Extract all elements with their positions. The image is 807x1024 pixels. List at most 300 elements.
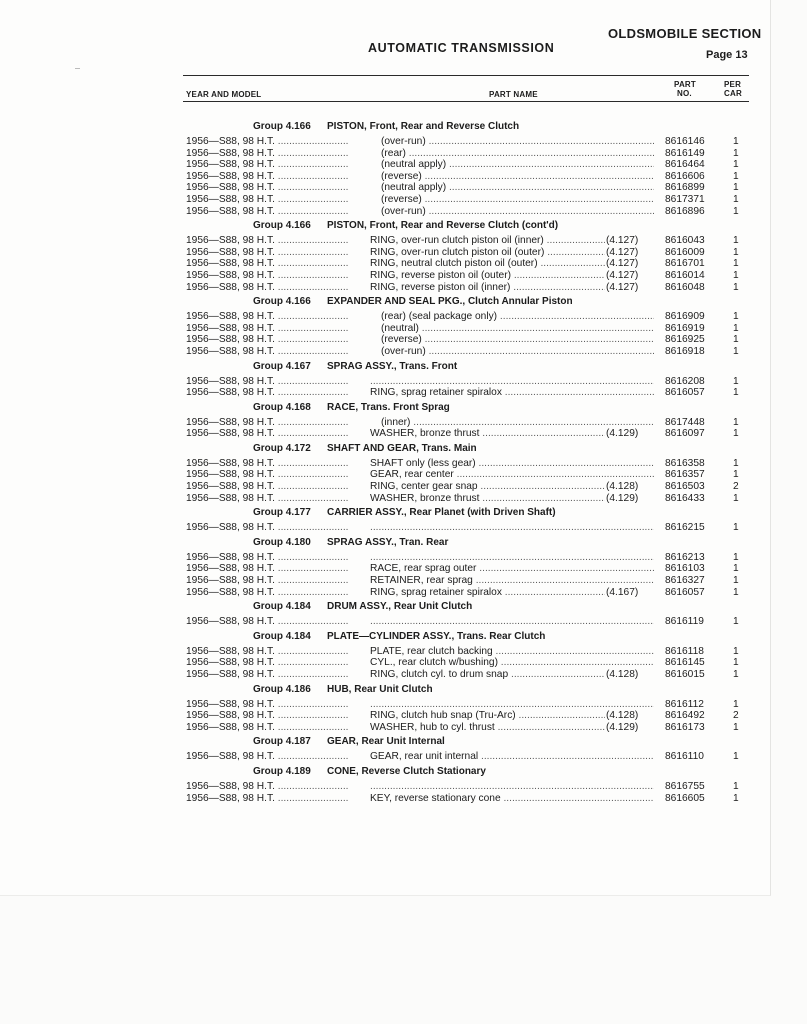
part-number: 8616925 — [665, 334, 705, 346]
year-model-text: 1956—S88, 98 H.T. — [186, 586, 275, 598]
year-model-text: 1956—S88, 98 H.T. — [186, 334, 275, 346]
year-model — [186, 182, 349, 193]
group-header — [0, 763, 807, 781]
year-model-text: 1956—S88, 98 H.T. — [186, 751, 275, 763]
part-name-text: WASHER, bronze thrust — [370, 428, 480, 440]
per-car-qty: 1 — [733, 669, 739, 680]
group-title: PISTON, Front, Rear and Reverse Clutch — [327, 121, 520, 132]
year-model-text: 1956—S88, 98 H.T. — [186, 492, 275, 504]
part-name — [381, 417, 654, 428]
per-car-qty: 1 — [733, 147, 739, 159]
group-header — [0, 118, 807, 136]
part-name — [381, 171, 654, 182]
part-name — [370, 270, 605, 281]
group-number: Group 4.184 — [253, 630, 311, 642]
part-number: 8616357 — [665, 469, 705, 481]
part-row — [0, 493, 807, 505]
part-name — [381, 148, 654, 159]
part-name-text: (neutral apply) — [381, 159, 447, 171]
part-number: 8616433 — [665, 492, 705, 504]
part-name-text: RING, sprag retainer spiralox — [370, 387, 502, 399]
year-model-text: 1956—S88, 98 H.T. — [186, 575, 275, 587]
year-model — [186, 616, 349, 627]
per-car-qty: 1 — [733, 616, 739, 628]
year-model-text: 1956—S88, 98 H.T. — [186, 311, 275, 323]
part-row — [0, 458, 807, 470]
part-name — [381, 323, 654, 334]
year-model-text: 1956—S88, 98 H.T. — [186, 159, 275, 171]
group-number: Group 4.186 — [253, 683, 311, 695]
part-row — [0, 646, 807, 658]
year-model — [186, 136, 349, 147]
year-model — [186, 751, 349, 762]
part-row — [0, 159, 807, 171]
year-model-text: 1956—S88, 98 H.T. — [186, 281, 275, 293]
page-number: Page 13 — [706, 49, 748, 61]
part-name — [370, 751, 654, 762]
year-model-text: 1956—S88, 98 H.T. — [186, 258, 275, 270]
year-model — [186, 206, 349, 217]
part-name-text: WASHER, hub to cyl. thrust — [370, 721, 495, 733]
part-name-text: RING, sprag retainer spiralox — [370, 586, 502, 598]
year-model-text: 1956—S88, 98 H.T. — [186, 657, 275, 669]
part-row — [0, 258, 807, 270]
part-row — [0, 616, 807, 628]
group-title: CONE, Reverse Clutch Stationary — [327, 765, 486, 777]
per-car-qty: 1 — [733, 193, 739, 205]
year-model-text: 1956—S88, 98 H.T. — [186, 182, 275, 194]
part-row — [0, 282, 807, 294]
part-number: 8616118 — [665, 645, 704, 657]
year-model-text: 1956—S88, 98 H.T. — [186, 246, 275, 258]
group-header — [0, 598, 807, 616]
year-model — [186, 669, 349, 680]
year-model — [186, 376, 349, 387]
group-header — [0, 293, 807, 311]
part-number: 8616097 — [665, 428, 705, 440]
part-row — [0, 552, 807, 564]
per-car-qty: 1 — [733, 281, 739, 293]
group-number: Group 4.187 — [253, 736, 311, 748]
part-name — [381, 159, 654, 170]
per-car-qty: 1 — [733, 721, 739, 733]
group-header — [0, 504, 807, 522]
part-row — [0, 387, 807, 399]
part-name — [381, 311, 654, 322]
part-number: 8616057 — [665, 387, 705, 399]
part-row — [0, 669, 807, 681]
group-title: EXPANDER AND SEAL PKG., Clutch Annular Piston — [327, 296, 573, 308]
year-model — [186, 481, 349, 492]
part-row — [0, 311, 807, 323]
year-model-text: 1956—S88, 98 H.T. — [186, 792, 275, 804]
year-model-text: 1956—S88, 98 H.T. — [186, 428, 275, 440]
part-name — [370, 235, 605, 246]
part-name-text: RACE, rear sprag outer — [370, 563, 477, 575]
per-car-qty: 1 — [733, 551, 739, 563]
part-number: 8616755 — [665, 780, 705, 792]
header-rule-bottom — [183, 101, 749, 102]
year-model — [186, 270, 349, 281]
part-number: 8616896 — [665, 205, 705, 217]
per-car-qty: 2 — [733, 710, 739, 722]
group-number: Group 4.168 — [253, 401, 311, 413]
part-name — [370, 376, 654, 387]
group-number: Group 4.167 — [253, 360, 311, 372]
year-model — [186, 587, 349, 598]
part-name-text: (rear) (seal package only) — [381, 311, 498, 323]
year-model-text: 1956—S88, 98 H.T. — [186, 616, 275, 628]
per-car-qty: 1 — [733, 657, 739, 669]
part-name — [370, 247, 605, 258]
part-name — [381, 136, 654, 147]
part-row — [0, 171, 807, 183]
part-number: 8616605 — [665, 792, 705, 804]
group-reference: (4.128) — [606, 710, 639, 722]
part-name — [381, 334, 654, 345]
year-model — [186, 311, 349, 322]
header-rule-top — [183, 75, 749, 76]
group-number: Group 4.189 — [253, 765, 311, 777]
per-car-qty: 1 — [733, 698, 739, 710]
per-car-qty: 1 — [733, 205, 739, 217]
part-row — [0, 781, 807, 793]
year-model-text: 1956—S88, 98 H.T. — [186, 522, 275, 534]
part-name-text: KEY, reverse stationary cone — [370, 792, 501, 804]
year-model-text: 1956—S88, 98 H.T. — [186, 205, 275, 217]
year-model-text: 1956—S88, 98 H.T. — [186, 469, 275, 481]
year-model — [186, 522, 349, 533]
per-car-qty: 1 — [733, 428, 739, 440]
part-name — [370, 575, 654, 586]
per-car-qty: 1 — [733, 159, 739, 171]
part-name-text: GEAR, rear unit internal — [370, 751, 479, 763]
part-number: 8616057 — [665, 586, 705, 598]
per-car-qty: 1 — [733, 522, 739, 534]
part-row — [0, 751, 807, 763]
part-name-text: RING, reverse piston oil (outer) — [370, 269, 511, 281]
part-number: 8616173 — [665, 721, 705, 733]
part-name-text: PLATE, rear clutch backing — [370, 645, 493, 657]
part-number: 8616215 — [665, 522, 705, 534]
col-per-car-1: PER — [724, 80, 742, 89]
year-model — [186, 258, 349, 269]
per-car-qty: 1 — [733, 345, 739, 357]
part-row — [0, 522, 807, 534]
group-reference: (4.129) — [606, 492, 639, 504]
part-number: 8616043 — [665, 235, 705, 247]
part-row — [0, 469, 807, 481]
year-model — [186, 699, 349, 710]
group-reference: (4.167) — [606, 586, 639, 598]
per-car-qty: 1 — [733, 645, 739, 657]
group-title: PLATE—CYLINDER ASSY., Trans. Rear Clutch — [327, 630, 546, 642]
part-name-text: WASHER, bronze thrust — [370, 492, 480, 504]
year-model-text: 1956—S88, 98 H.T. — [186, 698, 275, 710]
part-name — [370, 669, 605, 680]
part-row — [0, 235, 807, 247]
part-row — [0, 270, 807, 282]
year-model — [186, 282, 349, 293]
part-name — [370, 387, 654, 398]
part-number: 8616919 — [665, 322, 705, 334]
year-model-text: 1956—S88, 98 H.T. — [186, 416, 275, 428]
part-row — [0, 376, 807, 388]
part-row — [0, 710, 807, 722]
per-car-qty: 1 — [733, 457, 739, 469]
part-name — [370, 282, 605, 293]
part-name-text: (rear) — [381, 147, 406, 159]
part-name — [370, 616, 654, 627]
year-model — [186, 493, 349, 504]
document-title: AUTOMATIC TRANSMISSION — [368, 41, 555, 55]
group-number: Group 4.166 — [253, 296, 311, 308]
per-car-qty: 1 — [733, 235, 739, 247]
part-row — [0, 587, 807, 599]
part-number: 8616145 — [665, 657, 705, 669]
group-reference: (4.129) — [606, 721, 639, 733]
part-number: 8616327 — [665, 575, 705, 587]
year-model-text: 1956—S88, 98 H.T. — [186, 645, 275, 657]
part-number: 8616048 — [665, 281, 705, 293]
part-row — [0, 148, 807, 160]
group-header — [0, 217, 807, 235]
part-number: 8616464 — [665, 159, 705, 171]
group-header — [0, 681, 807, 699]
per-car-qty: 1 — [733, 258, 739, 270]
part-name — [370, 722, 605, 733]
part-number: 8616918 — [665, 345, 705, 357]
part-name-text: RING, center gear snap — [370, 481, 478, 493]
part-name-text: (over-run) — [381, 345, 426, 357]
per-car-qty: 1 — [733, 182, 739, 194]
part-name-text: CYL., rear clutch w/bushing) — [370, 657, 498, 669]
part-number: 8616492 — [665, 710, 705, 722]
group-title: SHAFT AND GEAR, Trans. Main — [327, 442, 477, 454]
part-name-text: (over-run) — [381, 136, 426, 147]
part-row — [0, 481, 807, 493]
year-model-text: 1956—S88, 98 H.T. — [186, 563, 275, 575]
group-reference: (4.128) — [606, 669, 639, 680]
part-name — [381, 206, 654, 217]
part-number: 8616899 — [665, 182, 705, 194]
per-car-qty: 1 — [733, 563, 739, 575]
col-part-no-2: NO. — [677, 89, 692, 98]
per-car-qty: 1 — [733, 375, 739, 387]
group-reference: (4.127) — [606, 258, 639, 270]
part-row — [0, 657, 807, 669]
year-model — [186, 194, 349, 205]
year-model-text: 1956—S88, 98 H.T. — [186, 721, 275, 733]
col-part-no-1: PART — [674, 80, 696, 89]
part-name — [370, 699, 654, 710]
col-per-car-2: CAR — [724, 89, 742, 98]
scan-mark — [75, 68, 80, 69]
part-name-text: (over-run) — [381, 205, 426, 217]
year-model — [186, 458, 349, 469]
group-title: CARRIER ASSY., Rear Planet (with Driven Shaft) — [327, 507, 556, 519]
year-model-text: 1956—S88, 98 H.T. — [186, 481, 275, 493]
part-number: 8616701 — [665, 258, 705, 270]
part-number: 8616009 — [665, 246, 705, 258]
year-model — [186, 334, 349, 345]
part-name — [370, 587, 605, 598]
group-reference: (4.127) — [606, 281, 639, 293]
per-car-qty: 1 — [733, 269, 739, 281]
part-name-text: (reverse) — [381, 170, 422, 182]
part-number: 8617448 — [665, 416, 705, 428]
parts-list — [0, 118, 807, 804]
part-name — [370, 258, 605, 269]
per-car-qty: 1 — [733, 334, 739, 346]
part-name-text: RETAINER, rear sprag — [370, 575, 473, 587]
part-name — [370, 481, 605, 492]
part-number: 8616015 — [665, 669, 705, 680]
group-header — [0, 733, 807, 751]
year-model — [186, 722, 349, 733]
year-model-text: 1956—S88, 98 H.T. — [186, 322, 275, 334]
per-car-qty: 1 — [733, 136, 739, 147]
part-name-text: RING, reverse piston oil (inner) — [370, 281, 511, 293]
part-number: 8616503 — [665, 481, 705, 493]
per-car-qty: 2 — [733, 481, 739, 493]
year-model-text: 1956—S88, 98 H.T. — [186, 457, 275, 469]
part-row — [0, 563, 807, 575]
group-header — [0, 628, 807, 646]
part-row — [0, 346, 807, 358]
year-model — [186, 646, 349, 657]
year-model-text: 1956—S88, 98 H.T. — [186, 669, 275, 680]
part-row — [0, 793, 807, 805]
group-title: SPRAG ASSY., Trans. Front — [327, 360, 458, 372]
part-row — [0, 247, 807, 259]
year-model — [186, 563, 349, 574]
year-model — [186, 793, 349, 804]
col-part-name: PART NAME — [489, 90, 538, 99]
year-model-text: 1956—S88, 98 H.T. — [186, 387, 275, 399]
part-number: 8617371 — [665, 193, 705, 205]
part-number: 8616606 — [665, 170, 705, 182]
part-name-text: (reverse) — [381, 193, 422, 205]
part-name — [370, 793, 654, 804]
year-model — [186, 575, 349, 586]
group-title: DRUM ASSY., Rear Unit Clutch — [327, 601, 473, 613]
group-header — [0, 534, 807, 552]
year-model-text: 1956—S88, 98 H.T. — [186, 147, 275, 159]
group-reference: (4.128) — [606, 481, 639, 493]
part-row — [0, 417, 807, 429]
part-name — [370, 458, 654, 469]
per-car-qty: 1 — [733, 416, 739, 428]
year-model-text: 1956—S88, 98 H.T. — [186, 193, 275, 205]
year-model — [186, 346, 349, 357]
part-row — [0, 334, 807, 346]
year-model — [186, 387, 349, 398]
part-name — [370, 552, 654, 563]
part-name-text: RING, clutch hub snap (Tru-Arc) — [370, 710, 516, 722]
year-model-text: 1956—S88, 98 H.T. — [186, 375, 275, 387]
part-name-text: RING, over-run clutch piston oil (inner) — [370, 235, 544, 247]
year-model-text: 1956—S88, 98 H.T. — [186, 269, 275, 281]
year-model — [186, 710, 349, 721]
year-model — [186, 171, 349, 182]
part-name — [381, 346, 654, 357]
part-row — [0, 323, 807, 335]
group-header — [0, 399, 807, 417]
part-name — [370, 469, 654, 480]
part-row — [0, 194, 807, 206]
group-title: GEAR, Rear Unit Internal — [327, 736, 445, 748]
part-row — [0, 206, 807, 218]
group-number: Group 4.172 — [253, 442, 311, 454]
year-model — [186, 159, 349, 170]
group-header — [0, 440, 807, 458]
part-name — [370, 646, 654, 657]
part-name-text: RING, neutral clutch piston oil (outer) — [370, 258, 538, 270]
part-name-text: (reverse) — [381, 334, 422, 346]
per-car-qty: 1 — [733, 751, 739, 763]
per-car-qty: 1 — [733, 780, 739, 792]
part-name-text: GEAR, rear center — [370, 469, 454, 481]
year-model-text: 1956—S88, 98 H.T. — [186, 551, 275, 563]
part-number: 8616103 — [665, 563, 705, 575]
year-model — [186, 417, 349, 428]
year-model — [186, 323, 349, 334]
part-row — [0, 182, 807, 194]
part-number: 8616112 — [665, 698, 704, 710]
part-name — [381, 194, 654, 205]
year-model — [186, 552, 349, 563]
group-number: Group 4.166 — [253, 220, 311, 232]
group-reference: (4.127) — [606, 235, 639, 247]
part-number: 8616110 — [665, 751, 704, 763]
part-name-text: RING, clutch cyl. to drum snap — [370, 669, 509, 680]
group-header — [0, 358, 807, 376]
year-model-text: 1956—S88, 98 H.T. — [186, 710, 275, 722]
part-number: 8616149 — [665, 147, 705, 159]
year-model — [186, 781, 349, 792]
part-number: 8616213 — [665, 551, 705, 563]
year-model — [186, 469, 349, 480]
year-model-text: 1956—S88, 98 H.T. — [186, 235, 275, 247]
year-model — [186, 148, 349, 159]
per-car-qty: 1 — [733, 575, 739, 587]
group-title: SPRAG ASSY., Tran. Rear — [327, 536, 449, 548]
part-number: 8616909 — [665, 311, 705, 323]
col-year-model: YEAR AND MODEL — [186, 90, 262, 99]
part-row — [0, 699, 807, 711]
per-car-qty: 1 — [733, 246, 739, 258]
year-model — [186, 247, 349, 258]
part-row — [0, 136, 807, 148]
part-name-text: (neutral) — [381, 322, 419, 334]
section-title: OLDSMOBILE SECTION — [608, 26, 762, 41]
part-row — [0, 428, 807, 440]
part-name — [370, 428, 605, 439]
year-model — [186, 235, 349, 246]
per-car-qty: 1 — [733, 469, 739, 481]
part-name-text: (inner) — [381, 416, 411, 428]
group-title: HUB, Rear Unit Clutch — [327, 683, 433, 695]
per-car-qty: 1 — [733, 170, 739, 182]
per-car-qty: 1 — [733, 322, 739, 334]
group-title: PISTON, Front, Rear and Reverse Clutch (cont'd) — [327, 220, 559, 232]
part-name — [370, 710, 605, 721]
per-car-qty: 1 — [733, 586, 739, 598]
group-number: Group 4.180 — [253, 536, 311, 548]
year-model-text: 1956—S88, 98 H.T. — [186, 136, 275, 147]
part-name — [381, 182, 654, 193]
